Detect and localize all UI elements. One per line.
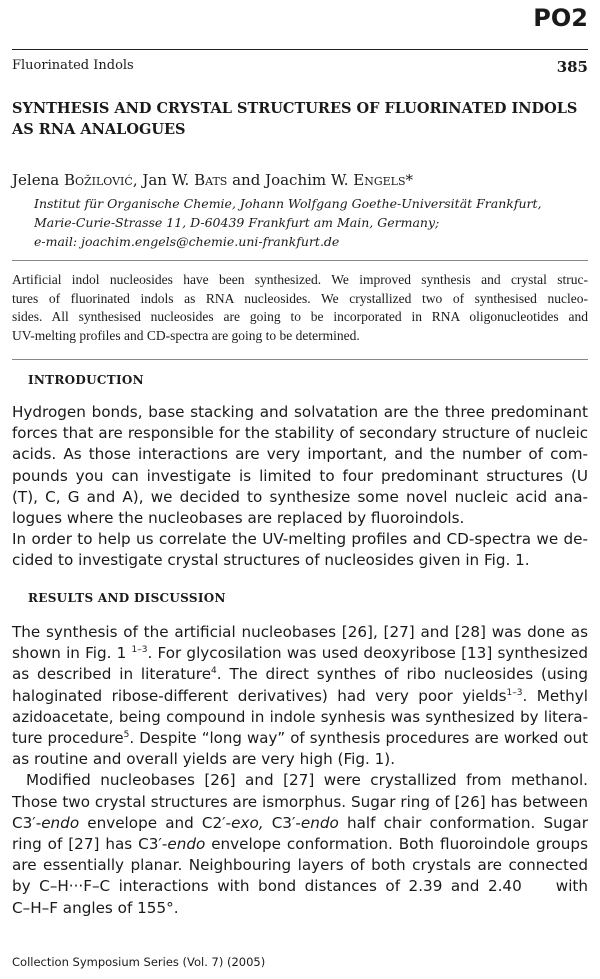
text-run: envelope and C2′-: [79, 813, 232, 832]
italic-term: endo: [41, 813, 80, 832]
text-line: The synthesis of the artificial nucleobases [26], [27] and [28] was done as: [12, 623, 588, 641]
text-run: ture procedure: [12, 729, 124, 748]
text-line: [12, 728, 588, 749]
abstract-line: Artificial indol nucleosides have been synthesized. We improved synthesis and crystal struc-: [12, 272, 588, 287]
text-line: In order to help us correlate the UV-melting profiles and CD-spectra we de-: [12, 530, 588, 549]
text-run: C3′-: [263, 813, 301, 832]
abstract-bottom-rule: [12, 359, 588, 360]
text-line: C–H–F angles of 155°.: [12, 898, 179, 917]
abstract: [12, 271, 588, 345]
citation-superscript: 5: [123, 730, 130, 741]
text-run: half chair conformation. Sugar: [338, 813, 588, 832]
text-run: shown in Fig. 1: [12, 644, 132, 663]
text-run: . Despite “long way” of synthesis procedures are worked out: [129, 729, 588, 748]
italic-term: endo: [167, 835, 206, 854]
italic-term: endo: [300, 813, 339, 832]
text-run: ring of [27] has C3′-: [12, 835, 168, 854]
affiliation-line: Marie-Curie-Strasse 11, D-60439 Frankfurt am Main, Germany;: [34, 215, 440, 230]
text-line: are essentially planar. Neighbouring layers of both crystals are connected: [12, 856, 588, 875]
text-line: acids. As those interactions are very important, and the number of com-: [12, 445, 588, 464]
author-given-name: Jelena: [12, 171, 64, 189]
text-run: . Methyl: [522, 686, 588, 705]
text-line: pounds you can investigate is limited to four predominant structures (U: [12, 466, 588, 485]
running-title: Fluorinated Indols: [12, 58, 134, 73]
abstract-line: sides. All synthesised nucleosides are going to be incorporated in RNA oligonucleotides and: [12, 309, 588, 324]
section-heading-results: RESULTS AND DISCUSSION: [28, 591, 226, 605]
text-run: C3′-: [12, 813, 42, 832]
introduction-text: [12, 402, 588, 572]
citation-superscript: 1–3: [506, 687, 523, 698]
text-line: (T), C, G and A), we decided to synthesize some novel nucleic acid ana-: [12, 487, 588, 506]
text-run: . The direct synthes of ribo nucleosides (using: [216, 665, 588, 684]
text-line: [12, 664, 588, 685]
abstract-top-rule: [12, 260, 588, 261]
text-line: cided to investigate crystal structures of nucleosides given in Fig. 1.: [12, 551, 530, 570]
author-family-name: Bats: [194, 171, 228, 189]
section-heading-introduction: INTRODUCTION: [28, 373, 144, 387]
running-header: [12, 58, 588, 76]
text-line: by C–H···F–C interactions with bond distances of 2.39 and 2.40 with: [12, 877, 588, 896]
author-list: [12, 171, 413, 189]
text-line: Those two crystal structures are ismorphus. Sugar ring of [26] has between: [12, 792, 588, 811]
title-line: SYNTHESIS AND CRYSTAL STRUCTURES OF FLUORINATED INDOLS: [12, 100, 578, 117]
section-tag: PO2: [533, 4, 588, 32]
affiliation-line: Institut für Organische Chemie, Johann Wolfgang Goethe-Universität Frankfurt,: [34, 196, 542, 211]
abstract-line: tures of fluorinated indols as RNA nucleosides. We crystallized two of synthesised nucleo-: [12, 290, 588, 306]
text-line: forces that are responsible for the stability of secondary structure of nucleic: [12, 424, 588, 443]
corresponding-marker: *: [405, 171, 413, 189]
results-text: [12, 622, 588, 919]
text-line: [12, 686, 588, 707]
text-run: haloginated ribose-different derivatives) had very poor yields: [12, 686, 507, 705]
author-separator: and Joachim W.: [227, 171, 354, 189]
text-line: [12, 643, 588, 664]
text-line: as routine and overall yields are very high (Fig. 1).: [12, 750, 396, 769]
text-line: [12, 813, 588, 834]
footer-series: Collection Symposium Series (Vol. 7) (2005): [12, 955, 266, 969]
text-line: azidoacetate, being compound in indole synhesis was synthesized by litera-: [12, 707, 588, 726]
text-line: Modified nucleobases [26] and [27] were crystallized from methanol.: [26, 771, 588, 790]
author-separator: , Jan W.: [132, 171, 195, 189]
paper-title: [12, 98, 580, 140]
text-line: Hydrogen bonds, base stacking and solvatation are the three predominant: [12, 403, 588, 421]
citation-superscript: 4: [211, 666, 217, 677]
abstract-line: UV-melting profiles and CD-spectra are going to be determined.: [12, 327, 360, 343]
text-run: . For glycosilation was used deoxyribose [13] synthesized: [147, 644, 588, 663]
citation-superscript: 1–3: [131, 645, 148, 656]
text-run: as described in literature: [12, 665, 212, 684]
text-run: envelope conformation. Both fluoroindole groups: [205, 835, 588, 854]
affiliation: [34, 194, 542, 251]
author-family-name: Engels: [353, 171, 406, 189]
text-line: [12, 834, 588, 855]
italic-term: exo,: [231, 813, 264, 832]
author-family-name: Božilović: [63, 171, 133, 189]
text-line: logues where the nucleobases are replaced by fluoroindols.: [12, 509, 465, 528]
page-number: 385: [556, 58, 588, 76]
title-line: AS RNA ANALOGUES: [12, 121, 186, 138]
affiliation-email: e-mail: joachim.engels@chemie.uni-frankfurt.de: [34, 234, 340, 249]
header-rule: [12, 49, 588, 50]
